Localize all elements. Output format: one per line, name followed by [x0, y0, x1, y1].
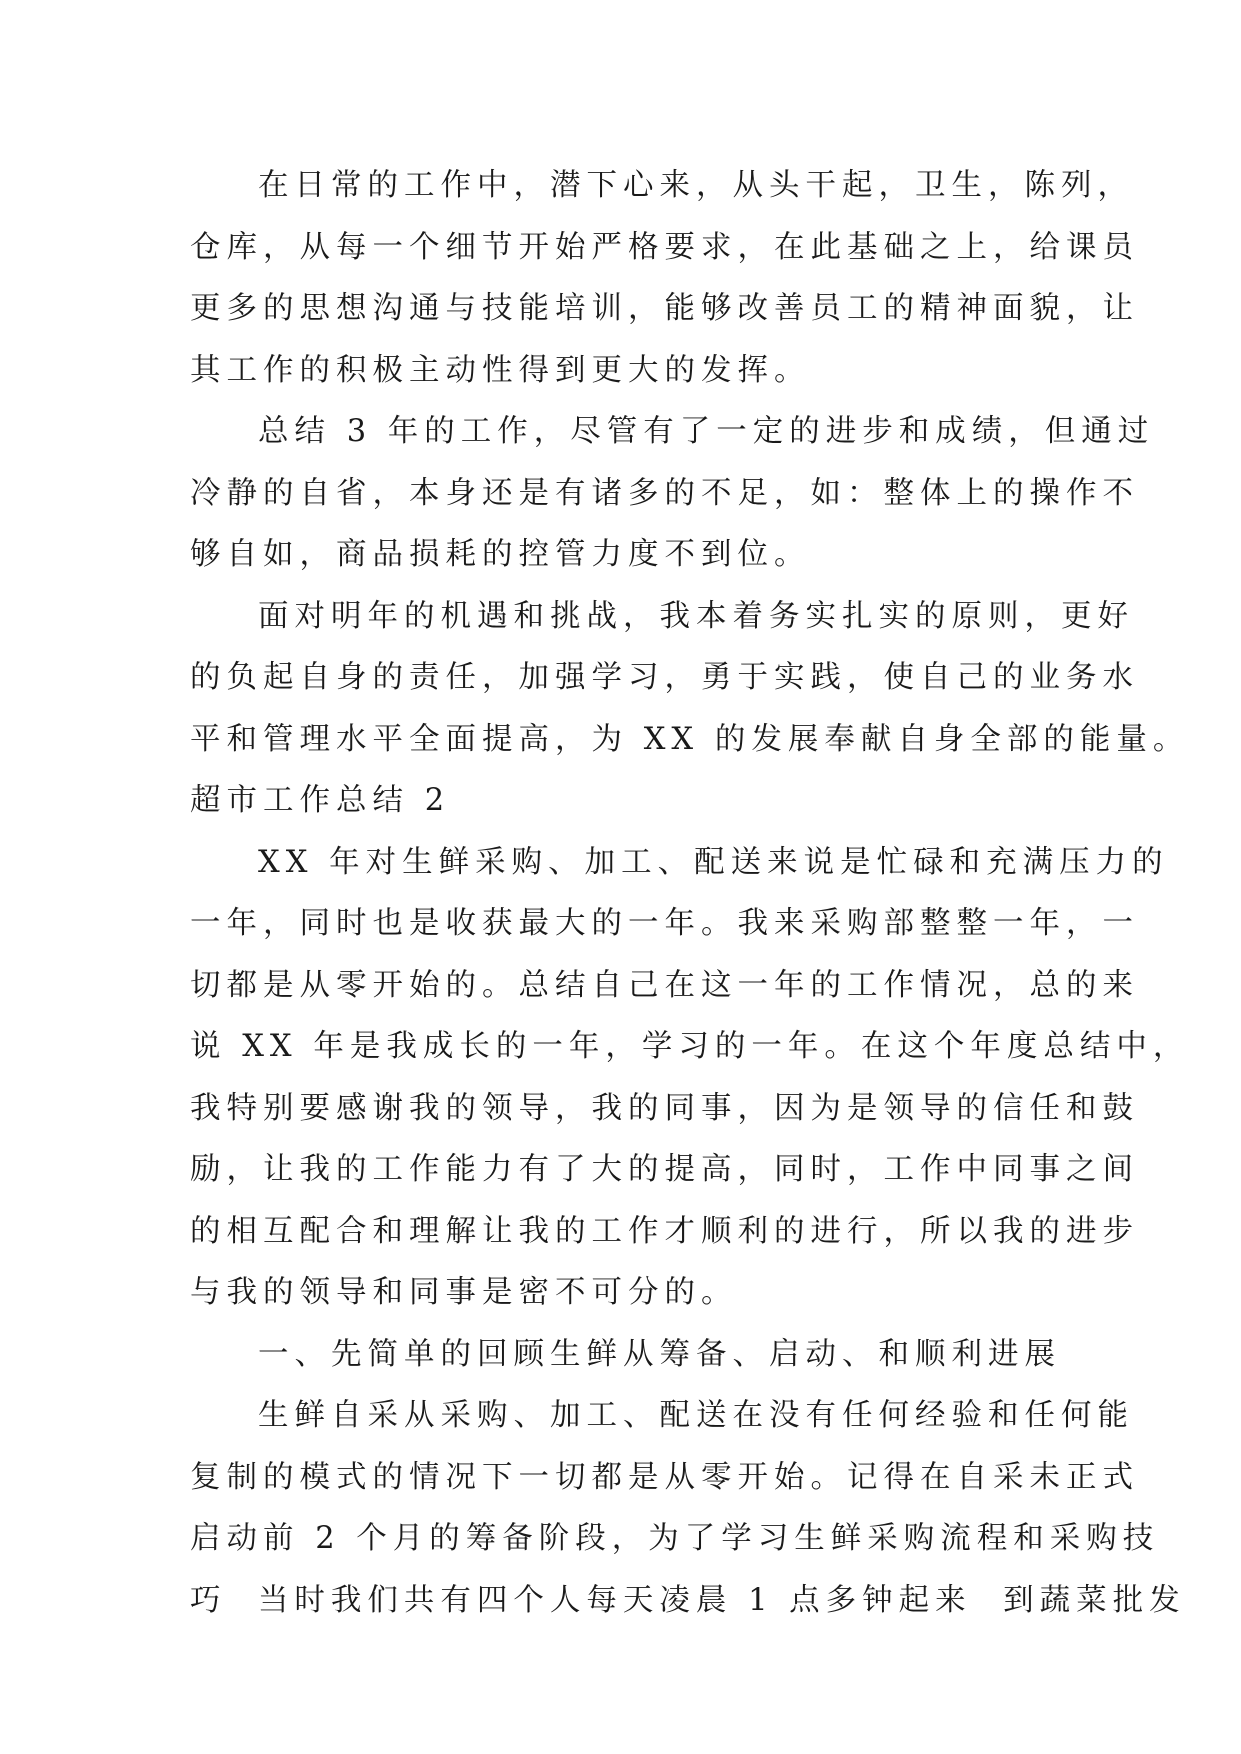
body-text-line: 在日常的工作中，潜下心来，从头干起，卫生，陈列， — [258, 168, 1134, 203]
body-text-line: 励，让我的工作能力有了大的提高，同时，工作中同事之间 — [190, 1152, 1139, 1187]
body-text-line: 一年，同时也是收获最大的一年。我来采购部整整一年，一 — [190, 906, 1139, 941]
body-text-line: 更多的思想沟通与技能培训，能够改善员工的精神面貌，让 — [190, 291, 1139, 326]
body-text-line: 冷静的自省，本身还是有诸多的不足，如：整体上的操作不 — [190, 475, 1139, 511]
body-text-line: 仓库，从每一个细节开始严格要求，在此基础之上，给课员 — [190, 229, 1139, 265]
body-text-line: 与我的领导和同事是密不可分的。 — [190, 1275, 738, 1310]
body-text-line: XX 年对生鲜采购、加工、配送来说是忙碌和充满压力的 — [258, 844, 1169, 880]
body-text-line: 面对明年的机遇和挑战，我本着务实扎实的原则，更好 — [258, 598, 1134, 634]
body-text-line: 复制的模式的情况下一切都是从零开始。记得在自采未正式 — [190, 1459, 1139, 1495]
body-text-line: 生鲜自采从采购、加工、配送在没有任何经验和任何能 — [258, 1398, 1134, 1433]
body-text-line: 的相互配合和理解让我的工作才顺利的进行，所以我的进步 — [190, 1213, 1139, 1249]
body-text-line: 说 XX 年是我成长的一年，学习的一年。在这个年度总结中， — [190, 1029, 1190, 1064]
body-text-line: 启动前 2 个月的筹备阶段，为了学习生鲜采购流程和采购技 — [190, 1521, 1160, 1556]
section-heading: 超市工作总结 2 — [190, 783, 451, 818]
body-text-line: 总结 3 年的工作，尽管有了一定的进步和成绩，但通过 — [258, 414, 1155, 449]
body-text-line: 切都是从零开始的。总结自己在这一年的工作情况，总的来 — [190, 967, 1139, 1003]
body-text-line: 够自如，商品损耗的控管力度不到位。 — [190, 537, 811, 572]
body-text-line: 我特别要感谢我的领导，我的同事，因为是领导的信任和鼓 — [190, 1090, 1139, 1126]
document-page — [190, 155, 1190, 1631]
subsection-heading: 一、先简单的回顾生鲜从筹备、启动、和顺利进展 — [258, 1336, 1061, 1372]
body-text-line: 的负起自身的责任，加强学习，勇于实践，使自己的业务水 — [190, 660, 1139, 695]
body-text-line: 巧 当时我们共有四个人每天凌晨 1 点多钟起来 到蔬菜批发 — [190, 1582, 1186, 1618]
body-text-line: 其工作的积极主动性得到更大的发挥。 — [190, 352, 811, 388]
body-text-line: 平和管理水平全面提高，为 XX 的发展奉献自身全部的能量。 — [190, 721, 1190, 757]
